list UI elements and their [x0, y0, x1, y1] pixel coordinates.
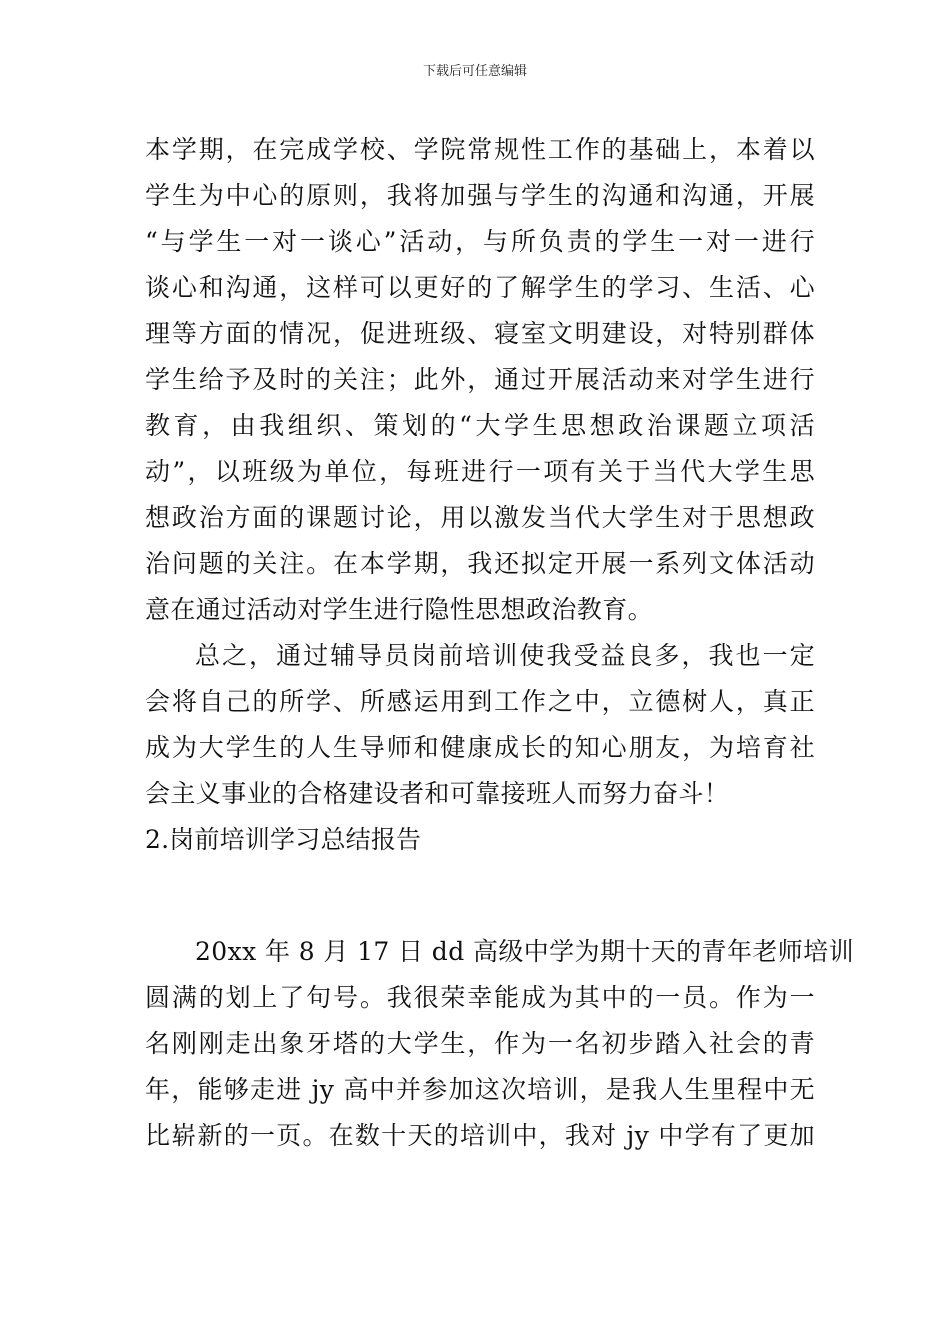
text-line: 比崭新的一页。在数十天的培训中，我对 jy 中学有了更加	[145, 1121, 815, 1150]
text-line: 学生为中心的原则，我将加强与学生的沟通和沟通，开展	[145, 181, 815, 210]
text-line: 学生给予及时的关注；此外，通过开展活动来对学生进行	[145, 365, 815, 394]
document-body	[145, 127, 854, 1159]
paragraph-1	[145, 127, 815, 633]
text-line: 意在通过活动对学生进行隐性思想政治教育。	[145, 595, 654, 624]
text-line: 总之，通过辅导员岗前培训使我受益良多，我也一定	[195, 641, 815, 670]
text-line: 成为大学生的人生导师和健康成长的知心朋友，为培育社	[145, 733, 815, 762]
spacer	[145, 863, 815, 929]
text-line: 名刚刚走出象牙塔的大学生，作为一名初步踏入社会的青	[145, 1029, 815, 1058]
text-line: 谈心和沟通，这样可以更好的了解学生的学习、生活、心	[145, 273, 815, 302]
text-line: 想政治方面的课题讨论，用以激发当代大学生对于思想政	[145, 503, 815, 532]
text-line: 会将自己的所学、所感运用到工作之中，立德树人，真正	[145, 687, 815, 716]
text-line: “与学生一对一谈心”活动，与所负责的学生一对一进行	[145, 227, 815, 256]
page-header: 下载后可任意编辑	[422, 64, 527, 79]
text-line: 理等方面的情况，促进班级、寝室文明建设，对特别群体	[145, 319, 815, 348]
paragraph-3	[145, 929, 854, 1159]
text-line: 动”，以班级为单位，每班进行一项有关于当代大学生思	[145, 457, 815, 486]
text-line: 年，能够走进 jy 高中并参加这次培训，是我人生里程中无	[145, 1075, 815, 1104]
text-line: 教育，由我组织、策划的“大学生思想政治课题立项活	[145, 411, 815, 440]
text-line: 治问题的关注。在本学期，我还拟定开展一系列文体活动	[145, 549, 815, 578]
section-heading: 2.岗前培训学习总结报告	[145, 825, 422, 854]
text-line: 会主义事业的合格建设者和可靠接班人而努力奋斗！	[145, 779, 730, 808]
text-line: 本学期，在完成学校、学院常规性工作的基础上，本着以	[145, 135, 815, 164]
text-line: 圆满的划上了句号。我很荣幸能成为其中的一员。作为一	[145, 983, 815, 1012]
paragraph-2	[145, 633, 815, 817]
text-line: 20xx 年 8 月 17 日 dd 高级中学为期十天的青年老师培训	[195, 937, 854, 966]
